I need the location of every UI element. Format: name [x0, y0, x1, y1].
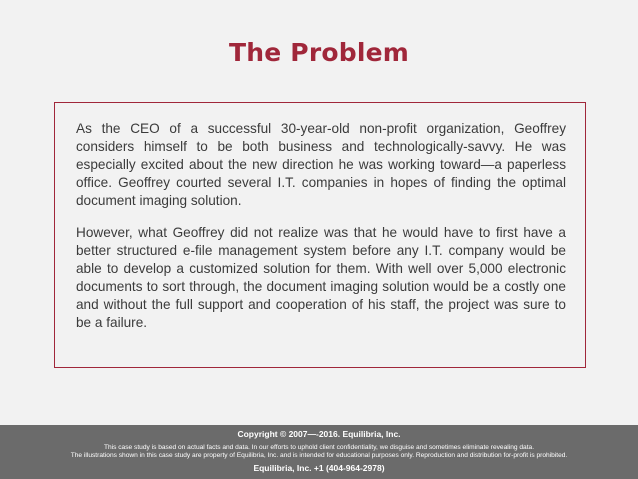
- footer-bar: [0, 425, 638, 479]
- paragraph-problem: However, what Geoffrey did not realize was that he would have to first have a better structured e-file management system before any I.T. company would be able to develop a customized solution for them. With well over 5,000 electronic documents to sort through, the document imaging solution would be a costly one and without the full support and cooperation of his staff, the project was sure to be a failure.: [76, 225, 566, 330]
- footer-disclaimer-line-1: This case study is based on actual facts and data. In our efforts to uphold client confidentiality, we disguise and sometimes eliminate revealing data.: [103, 444, 535, 451]
- footer-contact: Equilibria, Inc. +1 (404-964-2978): [253, 463, 385, 473]
- footer-disclaimer-line-2: The illustrations shown in this case study are property of Equilibria, Inc. and is intended for educational purposes only. Reproduction and distribution for-profit is prohibited.: [70, 452, 568, 459]
- content-box: [54, 102, 586, 368]
- footer-copyright: Copyright © 2007—-2016. Equilibria, Inc.: [237, 429, 401, 439]
- paragraph-intro: As the CEO of a successful 30-year-old non-profit organization, Geoffrey considers himself to be both business and technologically-savvy. He was especially excited about the new direction he was working toward—a paperless office. Geoffrey courted several I.T. companies in hopes of finding the optimal document imaging solution.: [76, 121, 566, 208]
- slide-title: The Problem: [228, 38, 409, 67]
